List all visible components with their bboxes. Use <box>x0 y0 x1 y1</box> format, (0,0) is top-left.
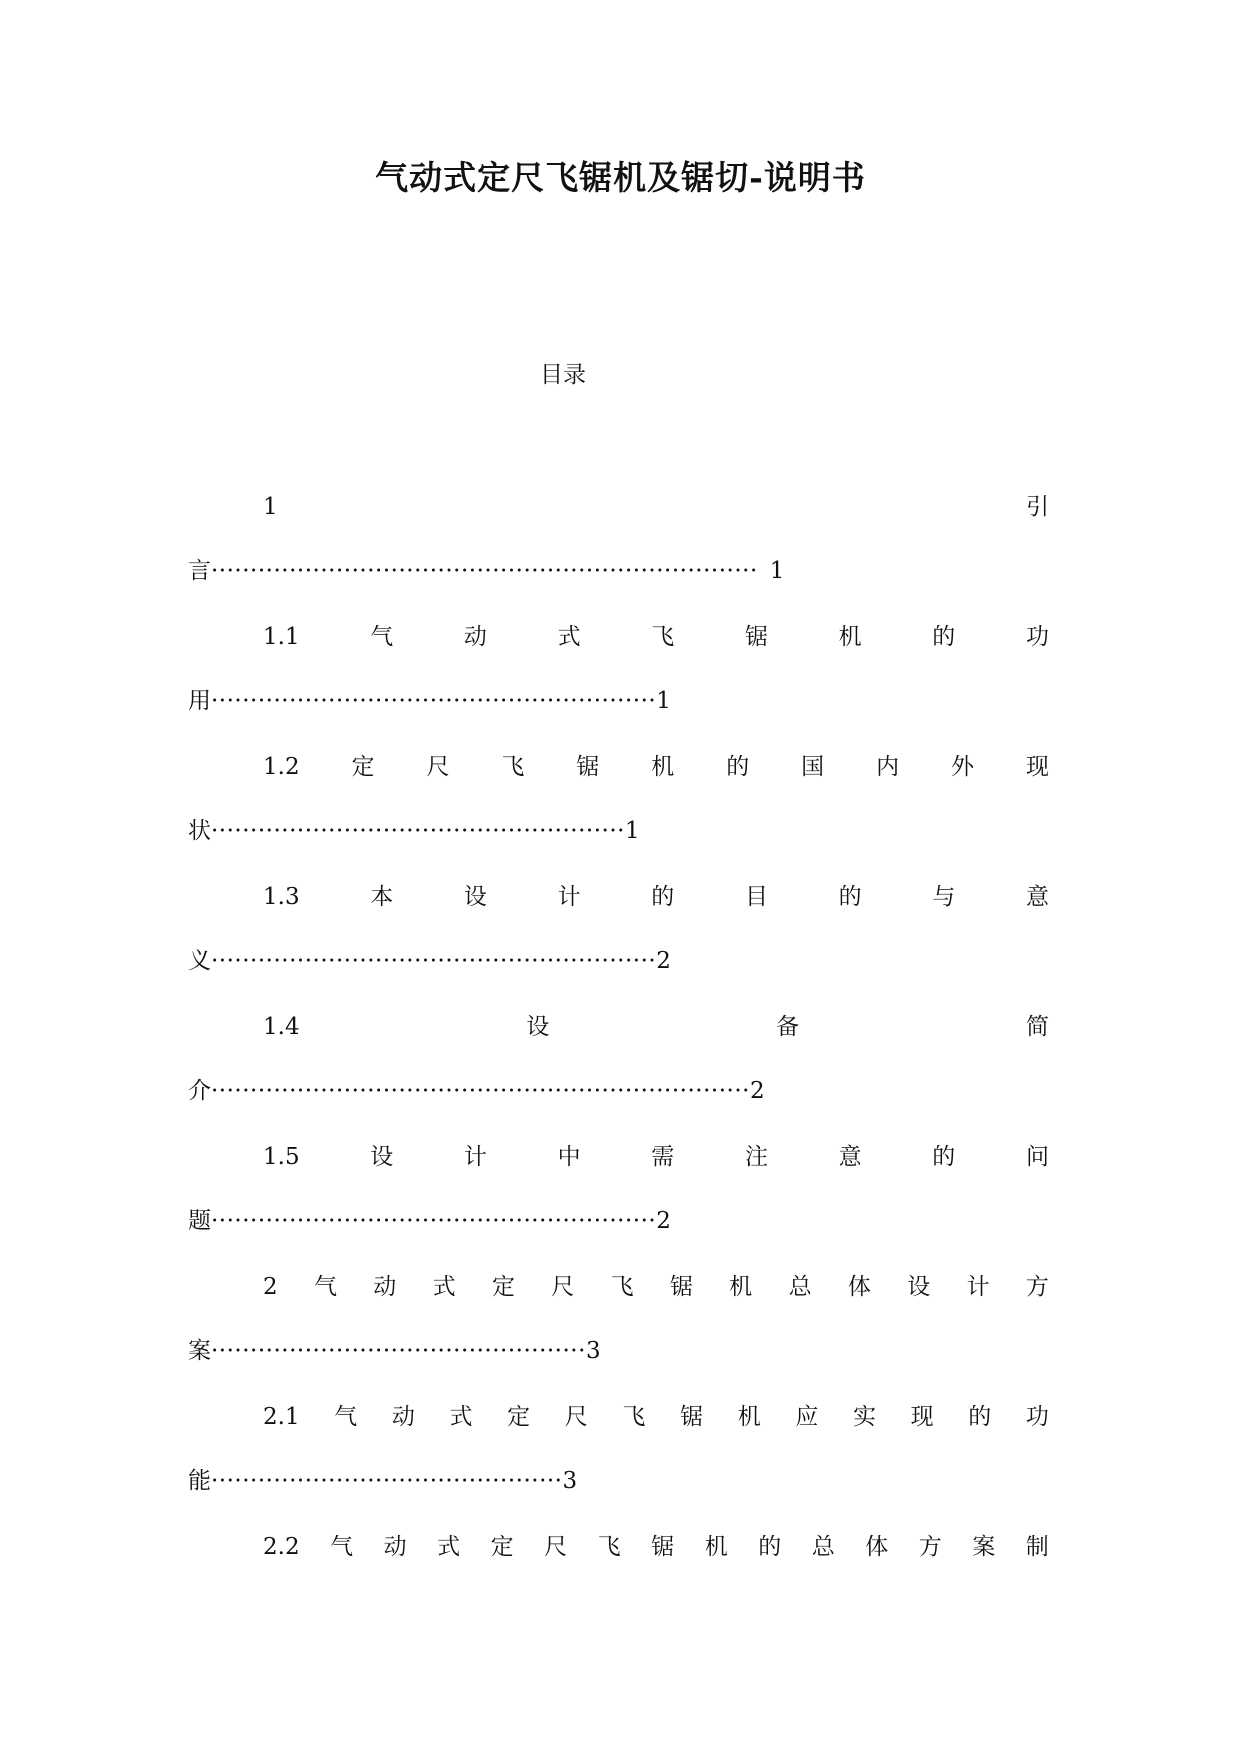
toc-entry-1-1-char: 锯 <box>744 624 768 650</box>
toc-entry-2-2-char: 式 <box>437 1534 461 1560</box>
toc-entry-1-2-char: 定 <box>351 754 375 780</box>
toc-entry-1-3-dot-leader: ························································· <box>211 948 657 974</box>
toc-entry-1-2-char: 内 <box>876 754 900 780</box>
toc-entry-1-2-char: 飞 <box>501 754 525 780</box>
toc-entry-2-char: 定 <box>491 1274 515 1300</box>
toc-entry-2-1-char: 实 <box>852 1404 876 1430</box>
toc-entry-2-2-char: 案 <box>972 1534 996 1560</box>
toc-entry-1-1-dot-leader: ························································· <box>211 688 657 714</box>
toc-entry-1-5-char: 问 <box>1025 1144 1049 1170</box>
toc-entry-1-2-char: 国 <box>801 754 825 780</box>
toc-entry-1-5-tail-char: 题 <box>188 1208 211 1234</box>
toc-entry-2-1-char: 定 <box>507 1404 531 1430</box>
toc-entry-1-number: 1 <box>263 494 278 520</box>
toc-entry-2-char: 方 <box>1025 1274 1049 1300</box>
toc-entry-1-heading-line <box>263 492 1049 522</box>
toc-entry-1-leader-line <box>188 556 784 586</box>
toc-entry-2-char: 总 <box>788 1274 812 1300</box>
toc-entry-2-2-char: 锯 <box>651 1534 675 1560</box>
toc-entry-2-leader-line <box>188 1336 601 1366</box>
toc-entry-1-5-char: 注 <box>744 1144 768 1170</box>
toc-entry-2-char: 机 <box>729 1274 753 1300</box>
toc-entry-1-5-char: 设 <box>370 1144 394 1170</box>
toc-entry-2-1-char: 应 <box>795 1404 819 1430</box>
toc-entry-2-2-heading-line <box>263 1532 1049 1562</box>
toc-entry-1-4-char: 备 <box>776 1014 800 1040</box>
toc-entry-2-1-char: 动 <box>391 1404 415 1430</box>
toc-entry-1-page-number: 1 <box>769 558 785 584</box>
toc-entry-1-3-leader-line <box>188 946 671 976</box>
toc-entry-1-1-char: 功 <box>1025 624 1049 650</box>
toc-entry-1-1-tail-char: 用 <box>188 688 211 714</box>
toc-entry-1-4-page-number: 2 <box>749 1078 765 1104</box>
toc-entry-1-5-leader-line <box>188 1206 671 1236</box>
toc-entry-2-2-char: 动 <box>383 1534 407 1560</box>
toc-entry-1-1-char: 动 <box>463 624 487 650</box>
toc-entry-1-2-char: 机 <box>651 754 675 780</box>
toc-entry-1-1-char: 气 <box>370 624 394 650</box>
toc-entry-1-5-char: 计 <box>463 1144 487 1170</box>
toc-entry-1-2-leader-line <box>188 816 640 846</box>
toc-entry-2-tail-char: 案 <box>188 1338 211 1364</box>
toc-entry-2-2-char: 机 <box>704 1534 728 1560</box>
toc-entry-2-1-leader-line <box>188 1466 577 1496</box>
toc-entry-2-dot-leader: ················································ <box>211 1338 586 1364</box>
toc-entry-2-char: 动 <box>373 1274 397 1300</box>
toc-entry-2-char: 体 <box>847 1274 871 1300</box>
toc-entry-1-2-number: 1.2 <box>263 754 300 780</box>
toc-entry-2-1-char: 的 <box>968 1404 992 1430</box>
toc-entry-1-4-number: 1.4 <box>263 1014 300 1040</box>
toc-entry-2-1-dot-leader: ············································· <box>211 1468 563 1494</box>
toc-entry-2-char: 式 <box>432 1274 456 1300</box>
toc-entry-1-2-char: 外 <box>951 754 975 780</box>
toc-entry-1-3-char: 本 <box>370 884 394 910</box>
toc-entry-2-heading-line <box>263 1272 1049 1302</box>
toc-entry-1-5-heading-line <box>263 1142 1049 1172</box>
toc-entry-2-1-char: 功 <box>1025 1404 1049 1430</box>
toc-entry-1-4-dot-leader: ····································································· <box>211 1078 750 1104</box>
toc-entry-1-4-char: 简 <box>1025 1014 1049 1040</box>
toc-entry-1-char: 引 <box>1026 494 1049 520</box>
toc-entry-2-2-char: 方 <box>918 1534 942 1560</box>
toc-entry-2-2-char: 体 <box>865 1534 889 1560</box>
toc-entry-1-tail-char: 言 <box>188 558 211 584</box>
toc-entry-2-1-heading-line <box>263 1402 1049 1432</box>
toc-entry-2-char: 锯 <box>669 1274 693 1300</box>
toc-entry-2-1-char: 式 <box>449 1404 473 1430</box>
toc-entry-2-1-char: 锯 <box>680 1404 704 1430</box>
toc-entry-1-dot-leader: ······································································ <box>211 558 758 584</box>
toc-entry-1-3-char: 设 <box>463 884 487 910</box>
toc-entry-2-2-char: 飞 <box>597 1534 621 1560</box>
toc-entry-1-5-char: 中 <box>557 1144 581 1170</box>
toc-entry-1-5-number: 1.5 <box>263 1144 300 1170</box>
toc-entry-1-1-page-number: 1 <box>656 688 671 714</box>
toc-heading: 目录 <box>540 362 586 388</box>
toc-entry-1-2-dot-leader: ····················································· <box>211 818 625 844</box>
toc-entry-2-2-char: 的 <box>758 1534 782 1560</box>
toc-entry-1-5-page-number: 2 <box>656 1208 671 1234</box>
toc-entry-1-3-page-number: 2 <box>656 948 671 974</box>
toc-entry-2-page-number: 3 <box>585 1338 601 1364</box>
toc-entry-2-2-char: 气 <box>330 1534 354 1560</box>
toc-entry-2-2-char: 尺 <box>544 1534 568 1560</box>
toc-entry-2-2-char: 定 <box>490 1534 514 1560</box>
toc-entry-1-2-char: 的 <box>726 754 750 780</box>
toc-entry-1-2-char: 尺 <box>426 754 450 780</box>
toc-entry-1-5-char: 需 <box>651 1144 675 1170</box>
toc-entry-1-1-heading-line <box>263 622 1049 652</box>
toc-entry-1-2-char: 锯 <box>576 754 600 780</box>
toc-entry-1-1-char: 的 <box>932 624 956 650</box>
toc-entry-1-3-char: 意 <box>1025 884 1049 910</box>
toc-entry-1-3-char: 与 <box>932 884 956 910</box>
toc-entry-1-4-tail-char: 介 <box>188 1078 211 1104</box>
toc-entry-2-1-page-number: 3 <box>562 1468 578 1494</box>
toc-entry-2-1-char: 机 <box>737 1404 761 1430</box>
toc-entry-1-1-char: 式 <box>557 624 581 650</box>
toc-entry-2-char: 飞 <box>610 1274 634 1300</box>
toc-entry-1-1-leader-line <box>188 686 671 716</box>
toc-entry-2-1-tail-char: 能 <box>188 1468 211 1494</box>
toc-entry-2-2-char: 制 <box>1025 1534 1049 1560</box>
toc-entry-1-1-char: 机 <box>838 624 862 650</box>
toc-entry-1-1-char: 飞 <box>651 624 675 650</box>
toc-entry-1-4-leader-line <box>188 1076 765 1106</box>
toc-entry-2-1-number: 2.1 <box>263 1404 300 1430</box>
toc-entry-2-2-number: 2.2 <box>263 1534 300 1560</box>
toc-entry-2-char: 尺 <box>551 1274 575 1300</box>
toc-entry-2-char: 计 <box>966 1274 990 1300</box>
toc-entry-2-1-char: 气 <box>334 1404 358 1430</box>
toc-entry-1-3-tail-char: 义 <box>188 948 211 974</box>
toc-entry-1-3-char: 的 <box>838 884 862 910</box>
toc-entry-2-char: 设 <box>907 1274 931 1300</box>
toc-entry-2-1-char: 飞 <box>622 1404 646 1430</box>
toc-entry-1-3-number: 1.3 <box>263 884 300 910</box>
toc-entry-2-2-char: 总 <box>811 1534 835 1560</box>
toc-entry-1-5-dot-leader: ························································· <box>211 1208 657 1234</box>
toc-entry-1-5-char: 意 <box>838 1144 862 1170</box>
toc-entry-1-1-number: 1.1 <box>263 624 300 650</box>
toc-entry-1-3-char: 计 <box>557 884 581 910</box>
toc-entry-1-5-char: 的 <box>932 1144 956 1170</box>
toc-entry-1-2-heading-line <box>263 752 1049 782</box>
toc-entry-1-2-page-number: 1 <box>625 818 640 844</box>
toc-entry-2-char: 气 <box>313 1274 337 1300</box>
toc-entry-2-1-char: 现 <box>910 1404 934 1430</box>
toc-entry-1-4-heading-line <box>263 1012 1049 1042</box>
toc-entry-1-3-char: 目 <box>744 884 768 910</box>
toc-entry-1-2-tail-char: 状 <box>188 818 211 844</box>
toc-entry-1-3-heading-line <box>263 882 1049 912</box>
toc-entry-1-2-char: 现 <box>1025 754 1049 780</box>
toc-entry-2-number: 2 <box>263 1274 278 1300</box>
toc-entry-2-1-char: 尺 <box>564 1404 588 1430</box>
document-title: 气动式定尺飞锯机及锯切-说明书 <box>375 158 866 197</box>
toc-entry-1-3-char: 的 <box>651 884 675 910</box>
toc-entry-1-4-char: 设 <box>526 1014 550 1040</box>
